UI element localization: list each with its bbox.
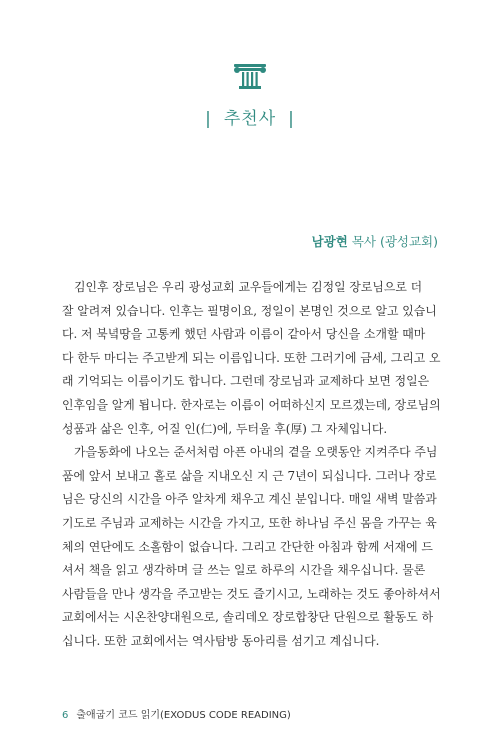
- text-line: 님은 당신의 시간을 아주 알차게 채우고 계신 분입니다. 매일 새벽 말씀과: [62, 492, 437, 507]
- text-line: 다. 저 북녘땅을 고통케 했던 사람과 이름이 같아서 당신을 소개할 때마: [62, 327, 426, 342]
- running-title: 출애굽기 코드 읽기(EXODUS CODE READING): [76, 710, 291, 721]
- page-footer: [62, 706, 291, 721]
- title-bar-right: |: [288, 109, 295, 129]
- paragraph-1: [62, 276, 442, 441]
- author-line: [312, 232, 438, 250]
- text-line: 사람들을 만나 생각을 주고받는 것도 즐기시고, 노래하는 것도 좋아하셔서: [62, 586, 441, 601]
- pillar-icon: [226, 62, 274, 92]
- body-text: [62, 276, 442, 654]
- text-line: 십니다. 또한 교회에서는 역사탐방 동아리를 섬기고 계십니다.: [62, 633, 380, 648]
- text-line: 가을동화에 나오는 준서처럼 아픈 아내의 곁을 오랫동안 지켜주다 주님: [74, 445, 438, 460]
- paragraph-2: [62, 441, 442, 653]
- text-line: 김인후 장로님은 우리 광성교회 교우들에게는 김정일 장로님으로 더: [74, 280, 423, 294]
- author-role: 목사 (광성교회): [347, 234, 438, 249]
- text-line: 인후임을 알게 됩니다. 한자로는 이름이 어떠하신지 모르겠는데, 장로님의: [62, 397, 441, 412]
- text-line: 잘 알려져 있습니다. 인후는 필명이요, 정일이 본명인 것으로 알고 있습니: [62, 303, 437, 318]
- text-line: 체의 연단에도 소홀함이 없습니다. 그리고 간단한 아침과 함께 서재에 드: [62, 539, 433, 554]
- section-title: [0, 104, 500, 129]
- text-line: 래 기억되는 이름이기도 합니다. 그런데 장로님과 교제하다 보면 정일은: [62, 374, 430, 389]
- text-line: 교회에서는 시온찬양대원으로, 솔리데오 장로합창단 단원으로 활동도 하: [62, 610, 434, 625]
- text-line: 다 한두 마디는 주고받게 되는 이름입니다. 또한 그러기에 금세, 그리고 오: [62, 350, 441, 365]
- title-text: 추천사: [223, 109, 277, 129]
- text-line: 품에 앞서 보내고 홀로 삶을 지내오신 지 근 7년이 되십니다. 그러나 장로: [62, 468, 437, 483]
- author-name: 남광현: [311, 234, 348, 249]
- text-line: 성품과 삶은 인후, 어질 인(仁)에, 두터울 후(厚) 그 자체입니다.: [62, 421, 388, 436]
- page-number: 6: [62, 710, 69, 721]
- text-line: 기도로 주님과 교제하는 시간을 가지고, 또한 하나님 주신 몸을 가꾸는 육: [62, 515, 437, 530]
- title-bar-left: |: [205, 109, 212, 129]
- text-line: 셔서 책을 읽고 생각하며 글 쓰는 일로 하루의 시간을 채우십니다. 물론: [62, 563, 426, 578]
